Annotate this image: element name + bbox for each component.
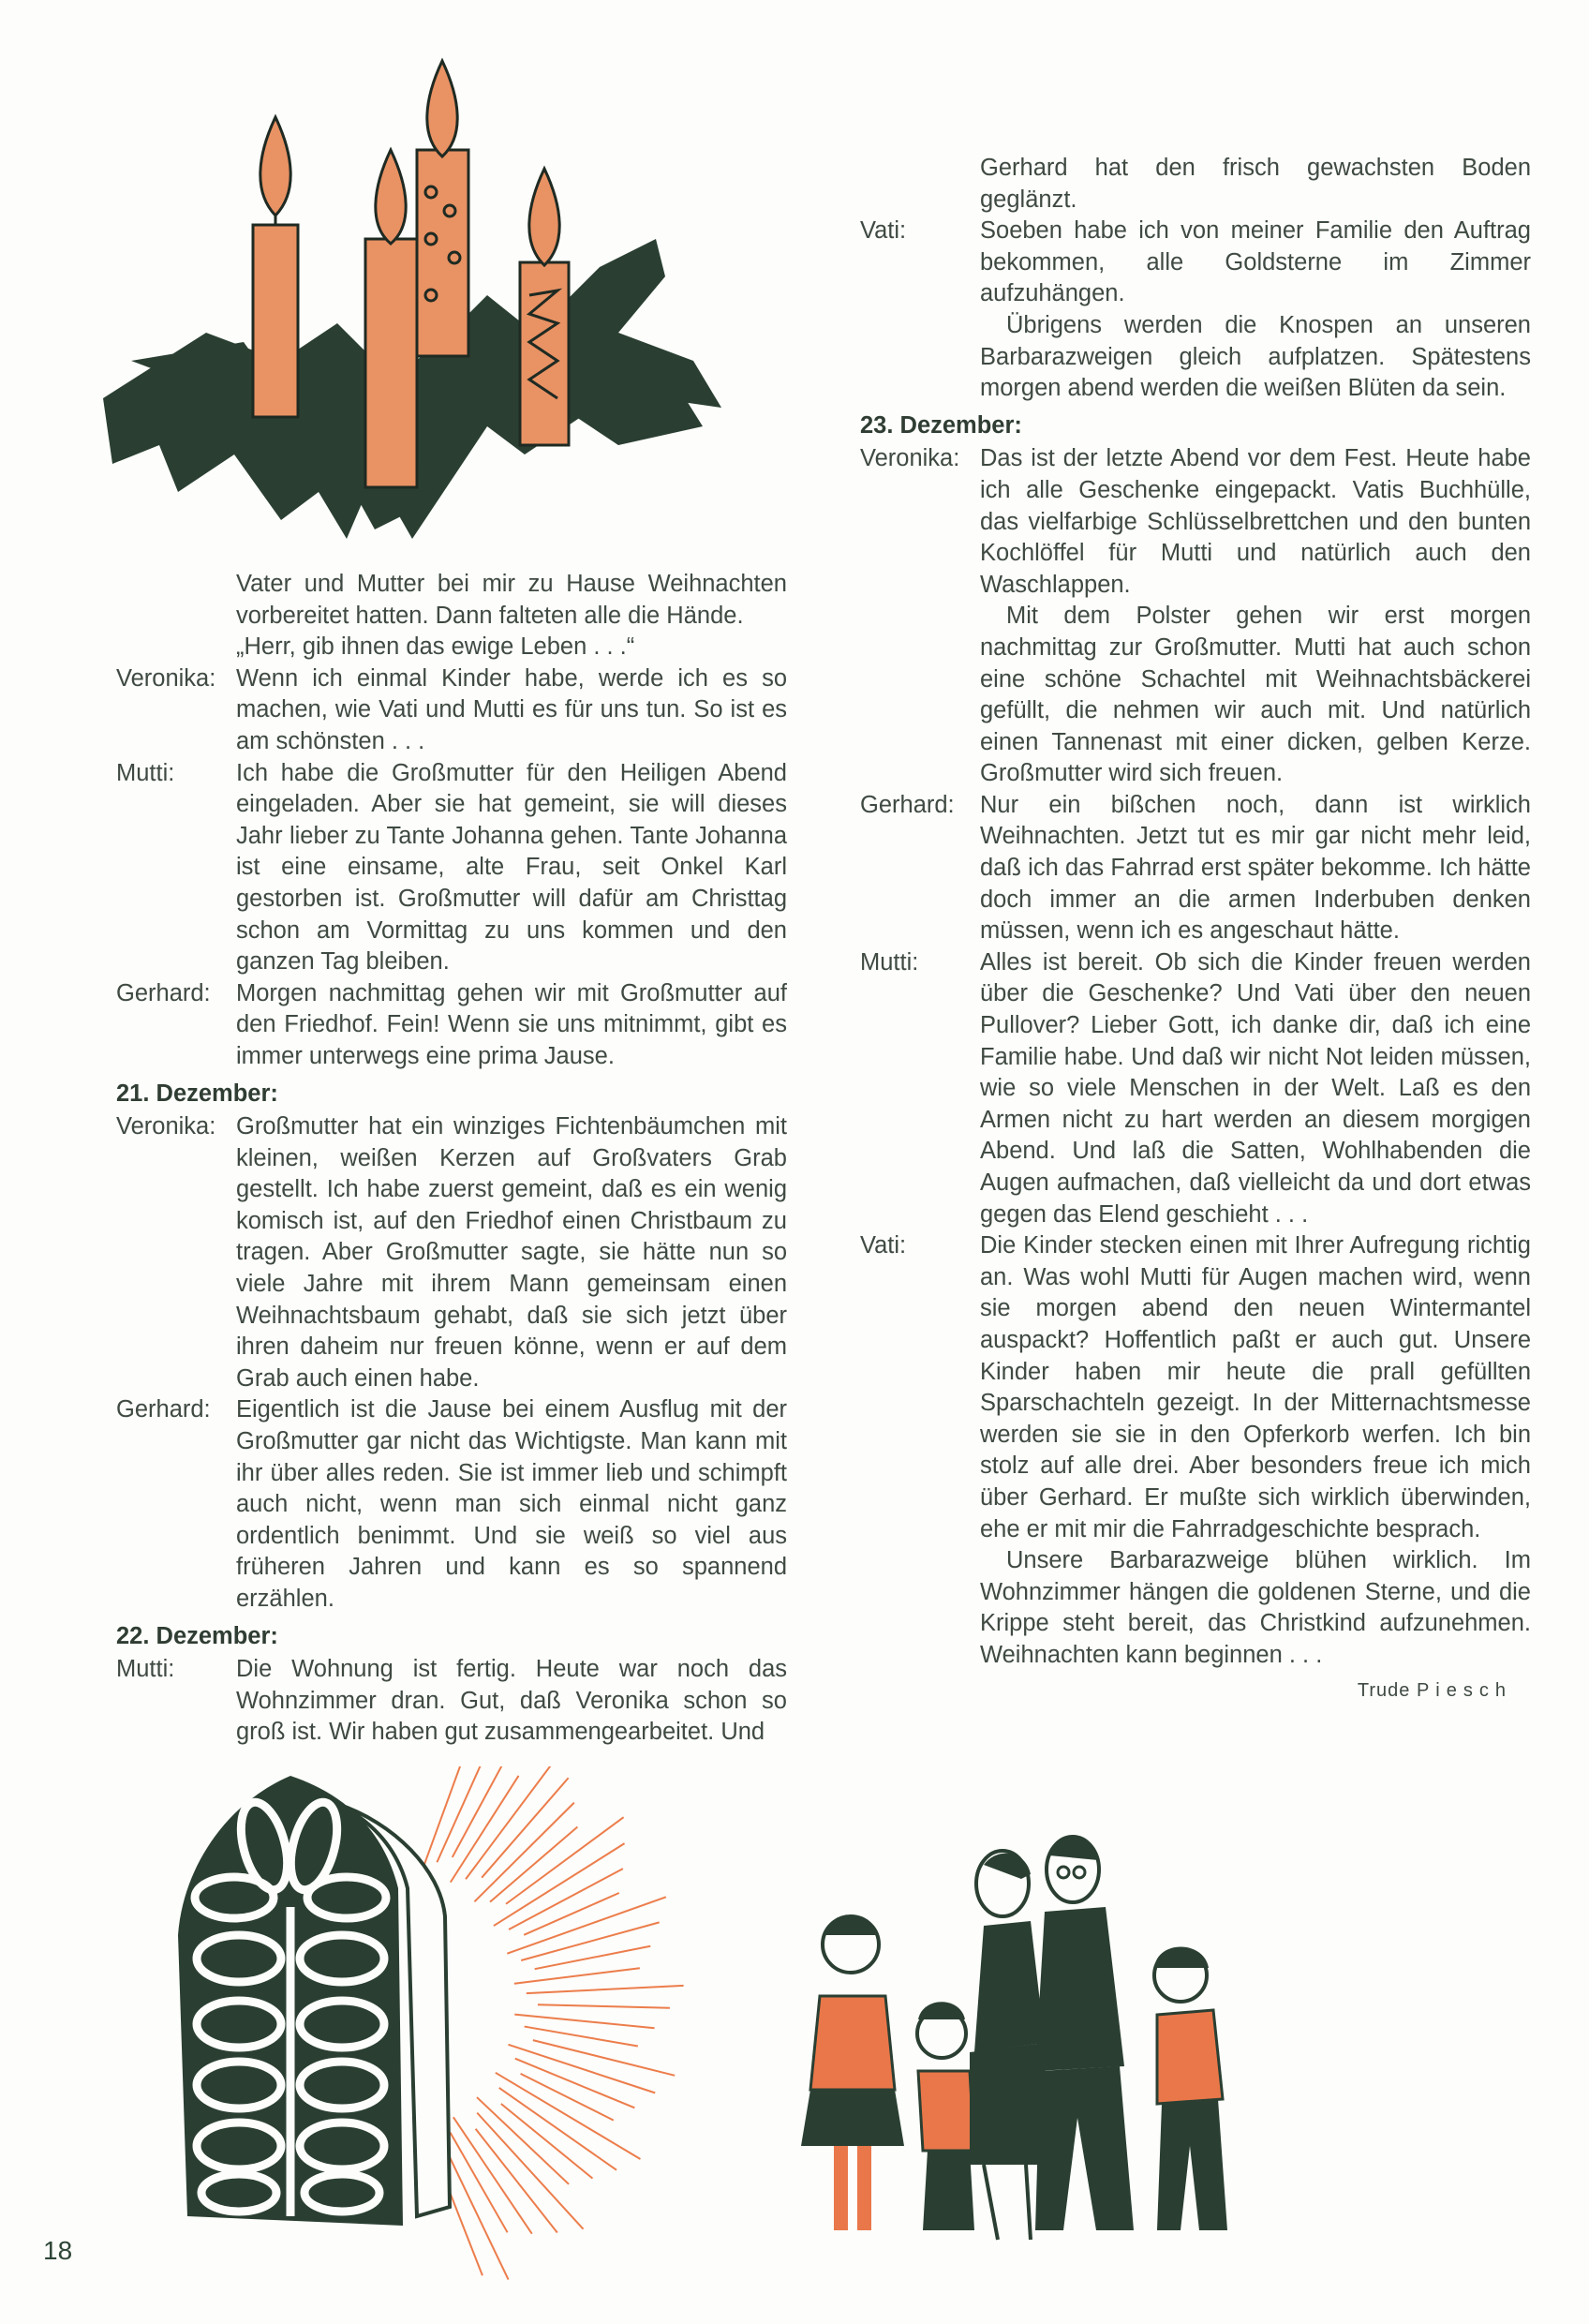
light-rays [423, 1766, 683, 2280]
intro-quote: „Herr, gib ihnen das ewige Leben . . .“ [236, 633, 635, 661]
light-ray [501, 2104, 593, 2179]
intro-continuation: Vater und Mutter bei mir zu Hause Weihnachten vorbereitet hatten. Dann falteten alle die Hände. [236, 571, 787, 629]
family-illustration [796, 1809, 1546, 2277]
light-ray [437, 1766, 496, 1862]
light-ray [476, 2129, 557, 2233]
date-heading-22: 22. Dezember: [116, 1622, 278, 1649]
speech-paragraph: Übrigens werden die Knospen an unseren Barbarazweigen gleich aufplatzen. Spätestens morgen abend werden die weißen Blüten da sein. [980, 311, 1531, 402]
date-heading-21: 21. Dezember: [116, 1080, 278, 1107]
author-first-name: Trude [1357, 1679, 1411, 1701]
dialogue-entry [116, 758, 787, 978]
candle-3 [417, 61, 468, 356]
light-ray [507, 1897, 666, 1953]
speaker-label: Veronika: [116, 664, 216, 692]
small-boy-figure [917, 2002, 974, 2230]
light-ray [423, 1766, 481, 1869]
speaker-label: Veronika: [116, 1113, 216, 1140]
light-ray [514, 1968, 640, 1983]
speaker-label: Gerhard: [860, 791, 955, 818]
speech-text: Alles ist bereit. Ob sich die Kinder freuen werden über die Geschenke? Und Vati über den neuen Pullover? Lieber Gott, ich danke dir, daß ich eine Familie habe. Und daß wir nicht Not leiden müssen, wie so viele Menschen in der Welt. Laß es den Armen nicht zu hart werden an diesem morgigen Abend. Und laß die Satten, Wohlhabenden die Augen aufmachen, daß vielleicht da und dort etwas gegen das Elend geschieht . . . [980, 948, 1531, 1228]
dialogue-entry [116, 663, 787, 758]
speech-text: Die Wohnung ist fertig. Heute war noch das Wohnzimmer dran. Gut, daß Veronika schon so groß ist. Wir haben gut zusammengearbeitet. Und [236, 1656, 787, 1746]
speech-text: Ich habe die Großmutter für den Heiligen Abend eingeladen. Aber sie hat gemeint, sie will dieses Jahr lieber zu Tante Johanna gehen. Tante Johanna ist eine einsame, alte Frau, seit Onkel Karl gestorben ist. Großmutter will dafür am Christtag schon am Vormittag zu uns kommen und den ganzen Tag bleiben. [236, 759, 787, 976]
right-column [860, 153, 1531, 1706]
closing-paragraph: Unsere Barbarazweige blühen wirklich. Im Wohnzimmer hängen die goldenen Sterne, und die Krippe steht bereit, das Christkind aufzunehmen. Weihnachten kann beginnen . . . [980, 1547, 1531, 1668]
light-ray [474, 1803, 573, 1902]
candle-1 [253, 117, 298, 417]
light-ray [453, 2117, 532, 2233]
speech-paragraph: Mit dem Polster gehen wir erst morgen nachmittag zur Großmutter. Mutti hat auch schon eine schöne Schachtel mit Weihnachtsbäckerei gefüllt, die nehmen wir auch mit. Und natürlich einen Tannenast mit einer dicken, gelben Kerze. Großmutter wird sich freuen. [980, 603, 1531, 787]
light-ray [453, 1766, 509, 1857]
church-door-illustration [159, 1766, 684, 2282]
left-column [116, 569, 787, 1749]
dialogue-entry [116, 978, 787, 1073]
page-number: 18 [43, 2236, 73, 2265]
candle-4 [520, 169, 569, 445]
dialogue-entry [116, 1654, 787, 1749]
light-ray [482, 1778, 569, 1877]
girl-figure [801, 1916, 904, 2230]
light-ray [535, 1946, 651, 1969]
light-ray [499, 2088, 616, 2170]
speaker-label: Mutti: [116, 759, 175, 786]
dialogue-entry [860, 216, 1531, 310]
door-panel [178, 1776, 403, 2226]
speaker-label: Vati: [860, 1232, 907, 1259]
dialogue-entry [860, 1230, 1531, 1545]
author-last-name: Piesch [1416, 1679, 1512, 1701]
speaker-label: Vati: [860, 217, 907, 245]
light-ray [451, 1776, 519, 1883]
speech-text: Die Kinder stecken einen mit Ihrer Aufregung richtig an. Was wohl Mutti für Augen machen wird, wenn sie morgen abend den neuen Wintermantel auspackt? Hoffentlich paßt er auch gut. Unsere Kinder haben mir heute die prall gefüllten Sparschachteln gezeigt. In der Mitternachtsmesse werden sie sie in den Opferkorb werfen. Ich bin stolz auf alle drei. Aber besonders freue ich mich über Gerhard. Er mußte sich wirklich überwinden, ehe er mit mir die Fahrradgeschichte besprach. [980, 1232, 1531, 1542]
dialogue-entry [860, 443, 1531, 601]
light-ray [494, 1843, 625, 1926]
speech-text: Wenn ich einmal Kinder habe, werde ich es so machen, wie Vati und Mutti es für uns tun. So ist es am schönsten . . . [236, 664, 787, 754]
dialogue-entry [860, 947, 1531, 1230]
light-ray [527, 1986, 684, 1993]
speaker-label: Gerhard: [116, 1396, 211, 1423]
light-ray [533, 2040, 675, 2076]
light-ray [514, 2015, 654, 2029]
entries-20-dec [116, 663, 787, 1073]
speech-text: Nur ein bißchen noch, dann ist wirklich Weihnachten. Jetzt tut es mir gar nicht mehr leid, daß ich das Fahrrad erst später bekomme. Ich hätte doch immer an die armen Inderbuben denken müssen, wenn ich es angeschaut hätte. [980, 791, 1531, 945]
speaker-label: Mutti: [116, 1656, 175, 1683]
speaker-label: Mutti: [860, 948, 919, 976]
father-figure [1035, 1837, 1134, 2230]
dialogue-entry [116, 1111, 787, 1394]
older-boy-figure [1154, 1947, 1227, 2231]
author-signature [860, 1676, 1531, 1707]
light-ray [538, 2004, 670, 2007]
continuation-text: Gerhard hat den frisch gewachsten Boden geglänzt. [980, 155, 1531, 213]
speaker-label: Gerhard: [116, 979, 211, 1006]
speech-text: Großmutter hat ein winziges Fichtenbäumchen mit kleinen, weißen Kerzen auf Großvaters Grab gestellt. Ich habe zuerst gemeint, daß es ein wenig komisch ist, auf den Friedhof einen Christbaum zu tragen. Aber Großmutter sagte, sie hätte nun so viele Jahre mit ihrem Mann gemeinsam einen Weihnachtsbaum gehabt, daß sie sich jetzt über ihren daheim nur freuen könne, wenn er auf dem Grab auch einen habe. [236, 1113, 787, 1392]
light-ray [477, 2113, 583, 2229]
speech-text: Soeben habe ich von meiner Familie den Auftrag bekommen, alle Goldsterne im Zimmer aufzuhängen. [980, 217, 1531, 307]
dialogue-entry [116, 1394, 787, 1615]
dialogue-entry [860, 790, 1531, 947]
date-heading-23: 23. Dezember: [860, 411, 1022, 439]
speech-text: Eigentlich ist die Jause bei einem Ausflug mit der Großmutter gar nicht das Wichtigste. Man kann mit ihr über alles reden. Sie ist immer lieb und schimpft auch nicht, wenn man sich einmal nicht ganz ordentlich benimmt. Und sie weiß so viel aus früheren Jahren und kann es so spannend erzählen. [236, 1396, 787, 1612]
advent-candles-illustration [94, 52, 750, 558]
candle-2 [365, 150, 417, 487]
mother-figure [970, 1851, 1047, 2240]
speaker-label: Veronika: [860, 445, 960, 472]
speech-text: Das ist der letzte Abend vor dem Fest. Heute habe ich alle Geschenke eingepackt. Vatis Buchhülle, das vielfarbige Schlüsselbrettchen und den bunten Kochlöffel für Mutti und natürlich auch den Waschlappen. [980, 445, 1531, 598]
speech-text: Morgen nachmittag gehen wir mit Großmutter auf den Friedhof. Fein! Wenn sie uns mitnimmt, gibt es immer unterwegs eine prima Jause. [236, 979, 787, 1069]
light-ray [490, 1827, 577, 1902]
light-ray [525, 2027, 638, 2047]
